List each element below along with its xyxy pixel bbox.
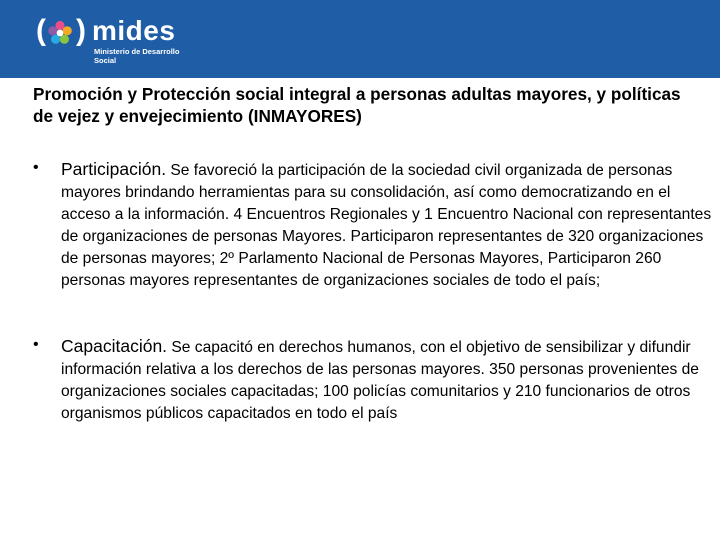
logo-right-paren: ) bbox=[76, 14, 86, 47]
page-title: Promoción y Protección social integral a personas adultas mayores, y políticas de vejez y envejecimiento (INMAYORES) bbox=[33, 84, 681, 126]
header-bar bbox=[0, 0, 720, 78]
bullet-body: Se capacitó en derechos humanos, con el objetivo de sensibilizar y difundir información relativa a los derechos de las personas mayores. 350 personas provenientes de organizaciones sociales capacitadas; 100 policías comunitarios y 210 funcionarios de otros organismos públicos capacitados en todo el país bbox=[61, 339, 699, 422]
bullet-lead: Participación. bbox=[61, 159, 167, 179]
logo-left-paren: ( bbox=[36, 14, 46, 47]
bullet-capacitacion bbox=[61, 335, 716, 425]
flower-icon bbox=[47, 20, 73, 46]
bullet-marker: • bbox=[33, 159, 39, 176]
bullet-marker: • bbox=[33, 336, 39, 353]
logo-subtitle: Ministerio de Desarrollo Social bbox=[94, 47, 180, 65]
bullet-lead: Capacitación. bbox=[61, 336, 168, 356]
logo-wordmark: mides bbox=[92, 15, 176, 46]
bullet-participacion bbox=[61, 158, 716, 292]
bullet-body: Se favoreció la participación de la sociedad civil organizada de personas mayores brindando herramientas para su consolidación, así como democratizando en el acceso a la información. 4 Encuentros Regionales y 1 Encuentro Nacional con representantes de organizaciones de personas Mayores. Participaron representantes de 320 organizaciones de personas mayores; 2º Parlamento Nacional de Personas Mayores, Participaron 260 personas mayores representantes de organizaciones sociales de todo el país; bbox=[61, 162, 712, 289]
